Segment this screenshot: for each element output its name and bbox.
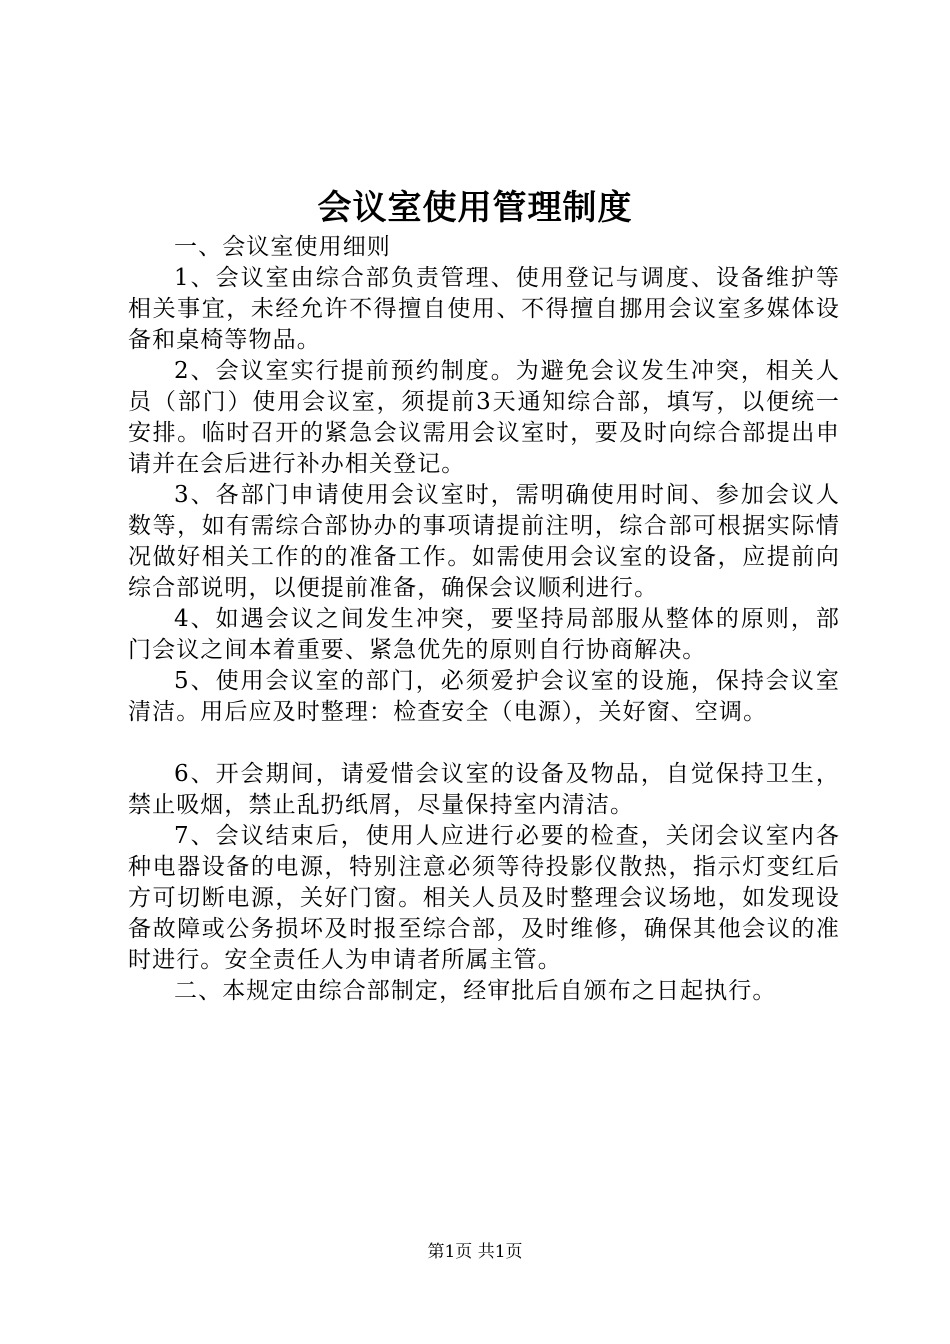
rule-paragraph-5: 5、使用会议室的部门，必须爱护会议室的设施，保持会议室清洁。用后应及时整理：检查安全（电源），关好窗、空调。	[128, 668, 840, 725]
rule-paragraph-4: 4、如遇会议之间发生冲突，要坚持局部服从整体的原则，部门会议之间本着重要、紧急优先的原则自行协商解决。	[128, 606, 840, 663]
rule-paragraph-1: 1、会议室由综合部负责管理、使用登记与调度、设备维护等相关事宜，未经允许不得擅自使用、不得擅自挪用会议室多媒体设备和桌椅等物品。	[128, 265, 840, 353]
section-heading-enactment: 二、本规定由综合部制定，经审批后自颁布之日起执行。	[174, 978, 777, 1004]
section-heading-usage-rules: 一、会议室使用细则	[174, 234, 391, 260]
page-number-footer: 第1页 共1页	[427, 1242, 523, 1262]
rule-paragraph-3: 3、各部门申请使用会议室时，需明确使用时间、参加会议人数等，如有需综合部协办的事项请提前注明，综合部可根据实际情况做好相关工作的的准备工作。如需使用会议室的设备，应提前向综合部说明，以便提前准备，确保会议顺利进行。	[128, 482, 840, 601]
page-title: 会议室使用管理制度	[317, 188, 633, 228]
rule-paragraph-2: 2、会议室实行提前预约制度。为避免会议发生冲突，相关人员（部门）使用会议室，须提前3天通知综合部，填写，以便统一安排。临时召开的紧急会议需用会议室时，要及时向综合部提出申请并在会后进行补办相关登记。	[128, 358, 840, 477]
document-body	[128, 232, 840, 1007]
rule-paragraph-6: 6、开会期间，请爱惜会议室的设备及物品，自觉保持卫生，禁止吸烟，禁止乱扔纸屑，尽量保持室内清洁。	[128, 761, 840, 818]
rule-paragraph-7: 7、会议结束后，使用人应进行必要的检查，关闭会议室内各种电器设备的电源，特别注意必须等待投影仪散热，指示灯变红后方可切断电源，关好门窗。相关人员及时整理会议场地，如发现设备故障或公务损坏及时报至综合部，及时维修，确保其他会议的准时进行。安全责任人为申请者所属主管。	[128, 823, 840, 973]
